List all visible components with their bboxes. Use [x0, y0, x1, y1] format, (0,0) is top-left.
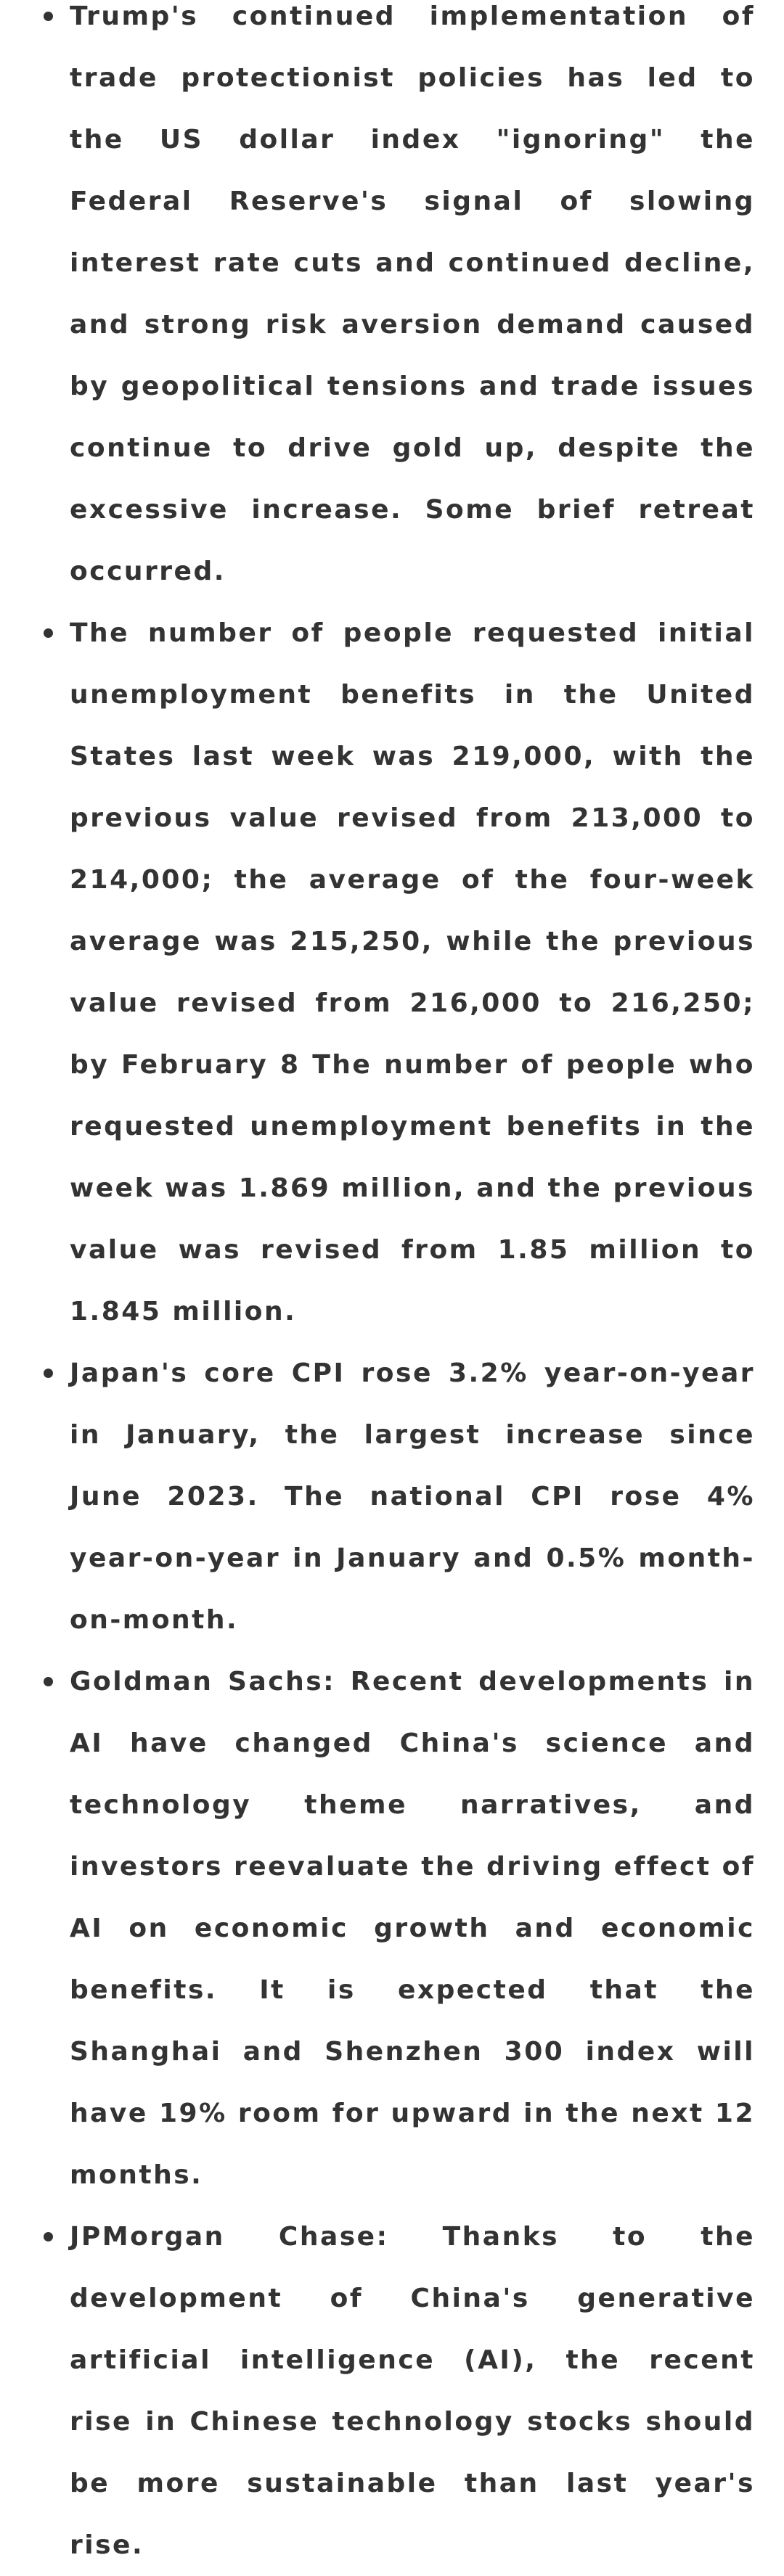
list-item: [0, 2206, 784, 2576]
bullet-icon: [44, 12, 53, 21]
list-item-text: JPMorgan Chase: Thanks to the development of China's generative artificial intelligence (AI), the recent rise in Chinese technology stocks should be more sustainable than last year's rise.: [70, 2222, 755, 2560]
list-item-text: Trump's continued implementation of trade protectionist policies has led to the US dollar index "ignoring" the Federal Reserve's signal of slowing interest rate cuts and continued decline, and strong risk aversion demand caused by geopolitical tensions and trade issues continue to drive gold up, despite the excessive increase. Some brief retreat occurred.: [70, 1, 755, 586]
list-item: [0, 0, 784, 602]
list-item: [0, 1342, 784, 1651]
bullet-icon: [44, 628, 53, 638]
list-item: [0, 602, 784, 1342]
bullet-icon: [44, 1369, 53, 1378]
list-item-text: Goldman Sachs: Recent developments in AI have changed China's science and technology theme narratives, and investors reevaluate the driving effect of AI on economic growth and economic benefits. It is expected that the Shanghai and Shenzhen 300 index will have 19% room for upward in the next 12 months.: [70, 1667, 755, 2190]
list-item: [0, 1651, 784, 2206]
list-item-text: The number of people requested initial unemployment benefits in the United States last week was 219,000, with the previous value revised from 213,000 to 214,000; the average of the four-week average was 215,250, while the previous value revised from 216,000 to 216,250; by February 8 The number of people who requested unemployment benefits in the week was 1.869 million, and the previous value was revised from 1.85 million to 1.845 million.: [70, 618, 755, 1326]
bullet-icon: [44, 1677, 53, 1686]
bullet-icon: [44, 2232, 53, 2241]
list-item-text: Japan's core CPI rose 3.2% year-on-year in January, the largest increase since June 2023. The national CPI rose 4% year-on-year in January and 0.5% month-on-month.: [70, 1358, 755, 1635]
